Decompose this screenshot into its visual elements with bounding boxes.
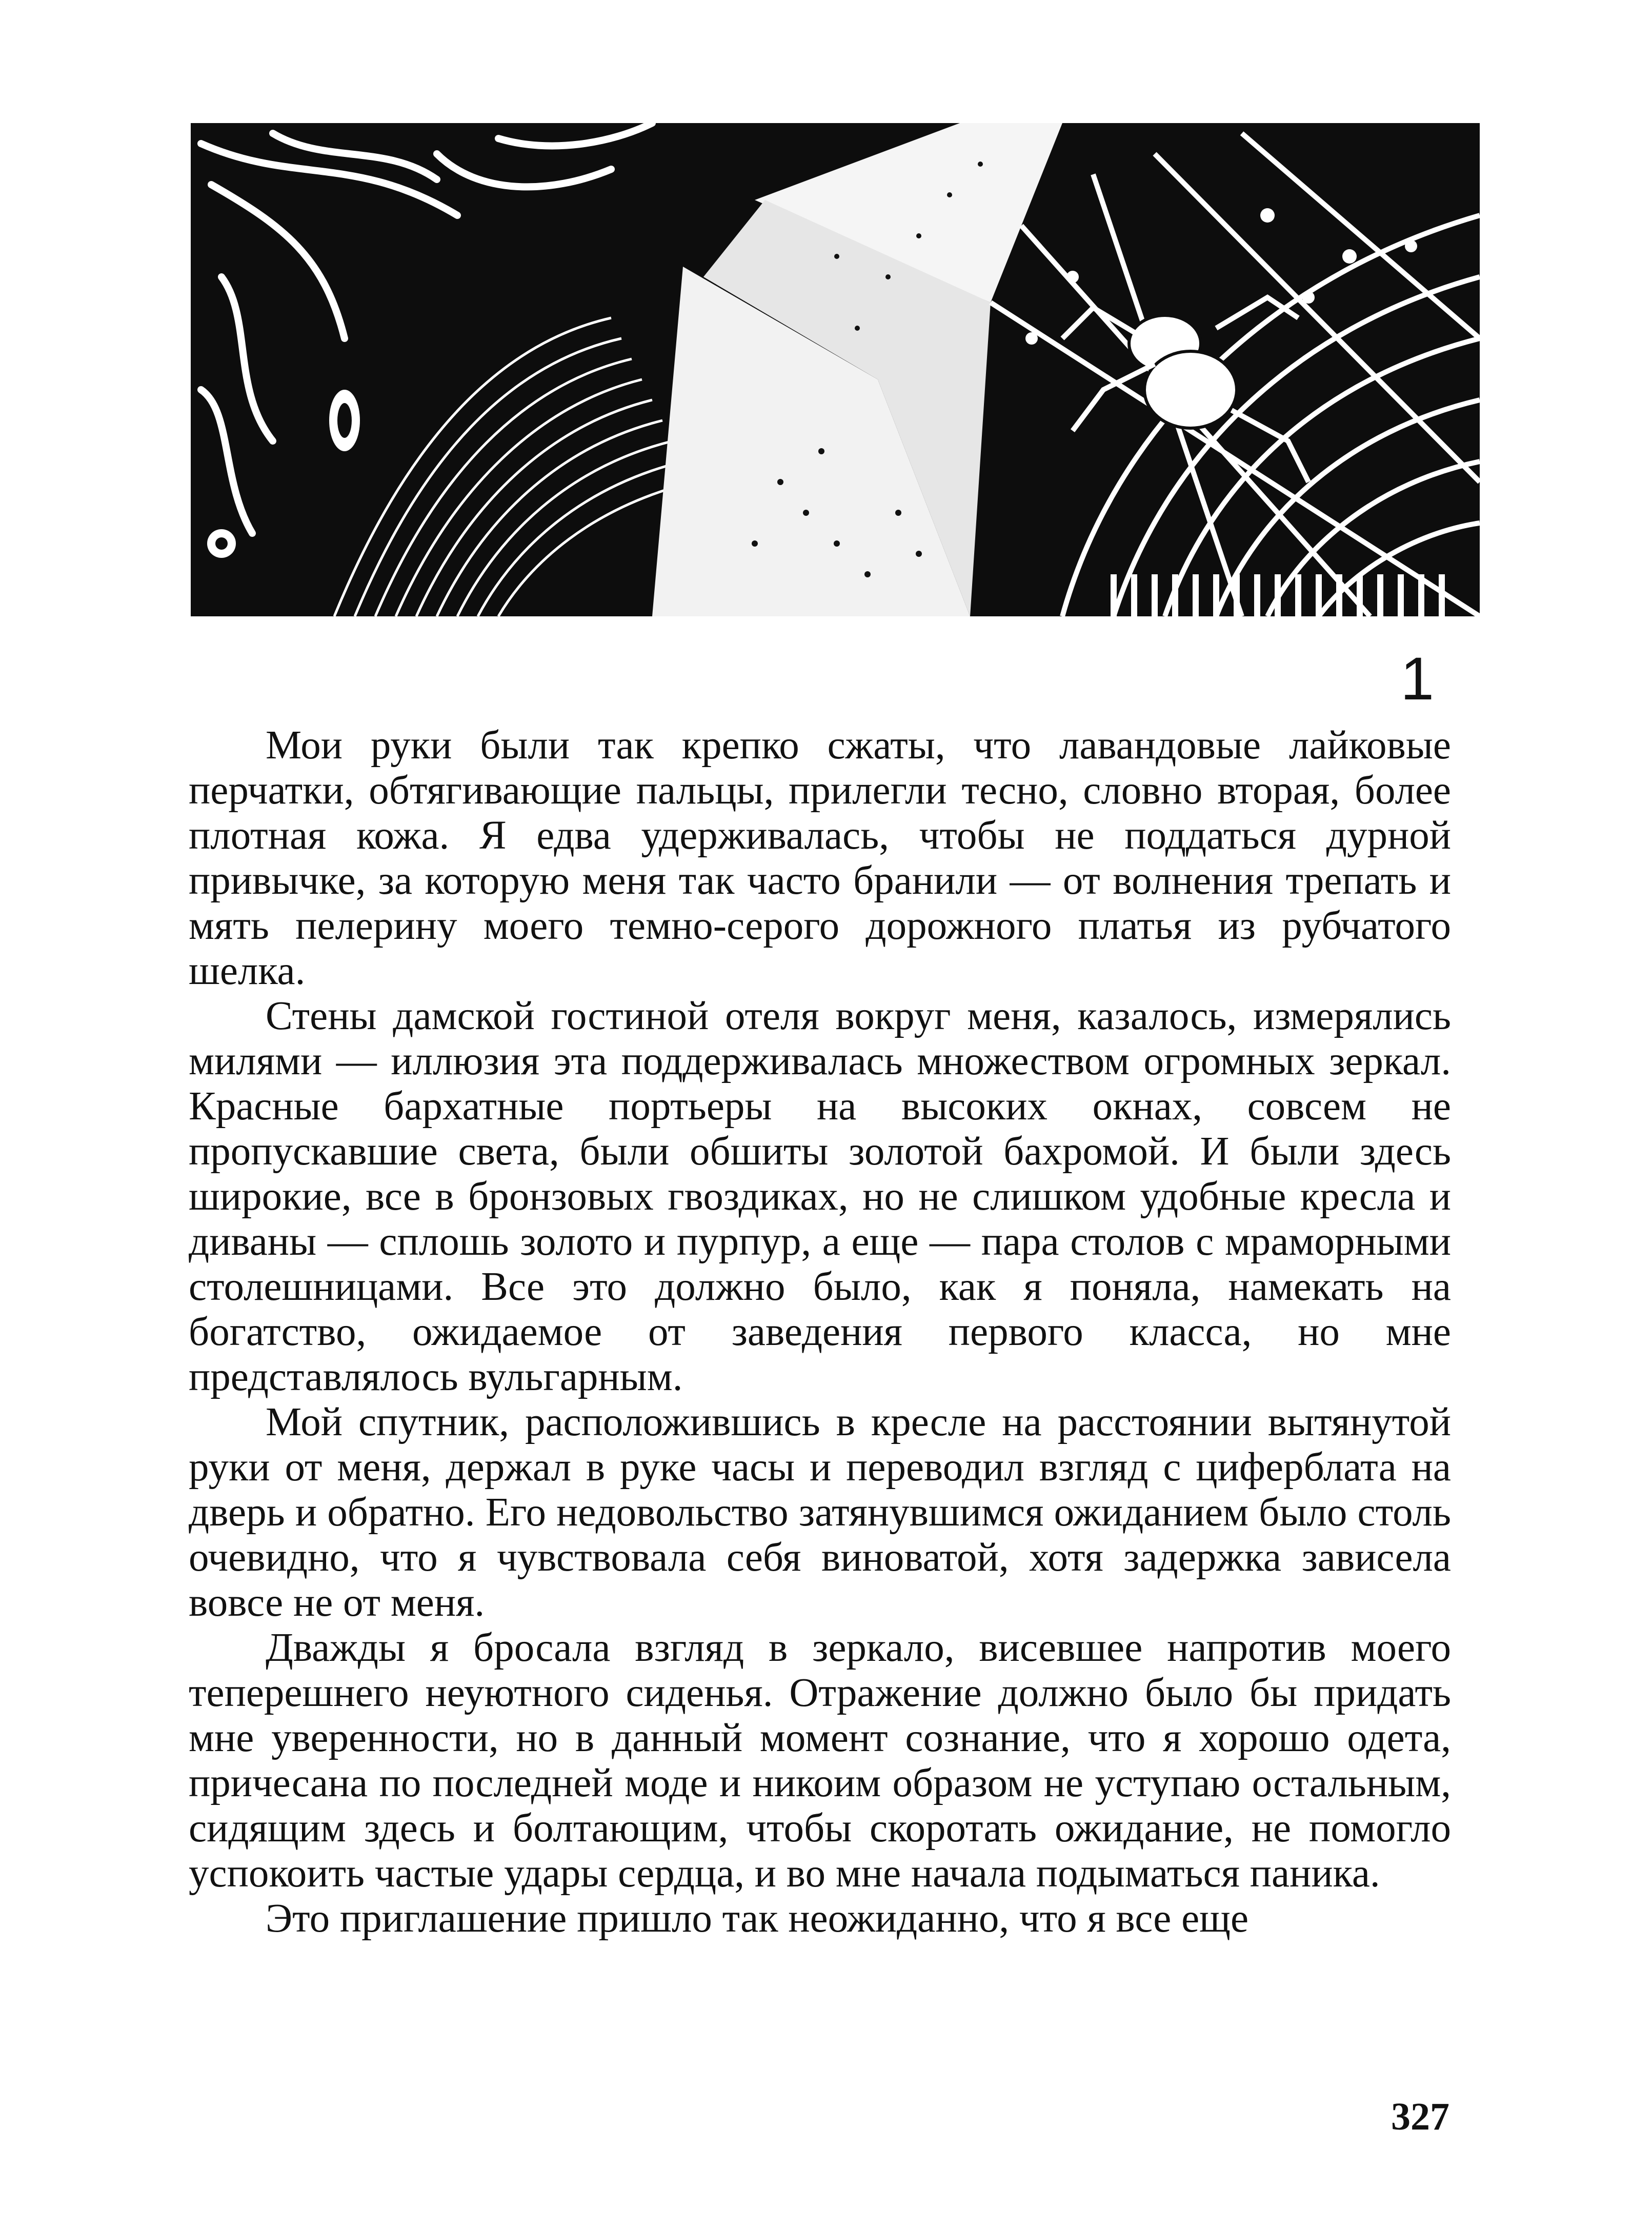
- paragraph: Это приглашение пришло так неожиданно, что я все еще: [266, 1896, 1249, 1941]
- paragraph: Дважды я бросала взгляд в зеркало, висевшее напротив моего теперешнего неуютного сиденья. Отражение должно было бы придать мне уверенности, но в данный момент сознание, что я хорошо одета, причесана по последней моде и никоим образом не уступаю остальным, сидящим здесь и болтающим, чтобы скоротать ожидание, не помогло успокоить частые удары сердца, и во мне начала подыматься паника.: [189, 1625, 1451, 1896]
- paragraph: Мои руки были так крепко сжаты, что лавандовые лайковые перчатки, обтягивающие пальцы, прилегли тесно, словно вторая, более плотная кожа. Я едва удерживалась, чтобы не поддаться дурной привычке, за которую меня так часто бранили — от волнения трепать и мять пелерину моего темно-серого дорожного платья из рубчатого шелка.: [189, 723, 1451, 993]
- paragraph: Мой спутник, расположившись в кресле на расстоянии вытянутой руки от меня, держал в руке часы и переводил взгляд с циферблата на дверь и обратно. Его недовольство затянувшимся ожиданием было столь очевидно, что я чувствовала себя виноватой, хотя задержка зависела вовсе не от меня.: [189, 1400, 1451, 1625]
- paragraph: Стены дамской гостиной отеля вокруг меня, казалось, измерялись милями — иллюзия эта поддерживалась множеством огромных зеркал. Красные бархатные портьеры на высоких окнах, совсем не пропускавшие света, были обшиты золотой бахромой. И были здесь широкие, все в бронзовых гвоздиках, но не слишком удобные кресла и диваны — сплошь золото и пурпур, а еще — пара столов с мраморными столешницами. Все это должно было, как я поняла, намекать на богатство, ожидаемое от заведения первого класса, но мне представлялось вульгарным.: [189, 994, 1451, 1399]
- chapter-number: 1: [1400, 645, 1434, 713]
- page-number: 327: [1391, 2095, 1449, 2138]
- spider-web-illustration-icon: [191, 123, 1480, 616]
- body-text: [189, 723, 1451, 1941]
